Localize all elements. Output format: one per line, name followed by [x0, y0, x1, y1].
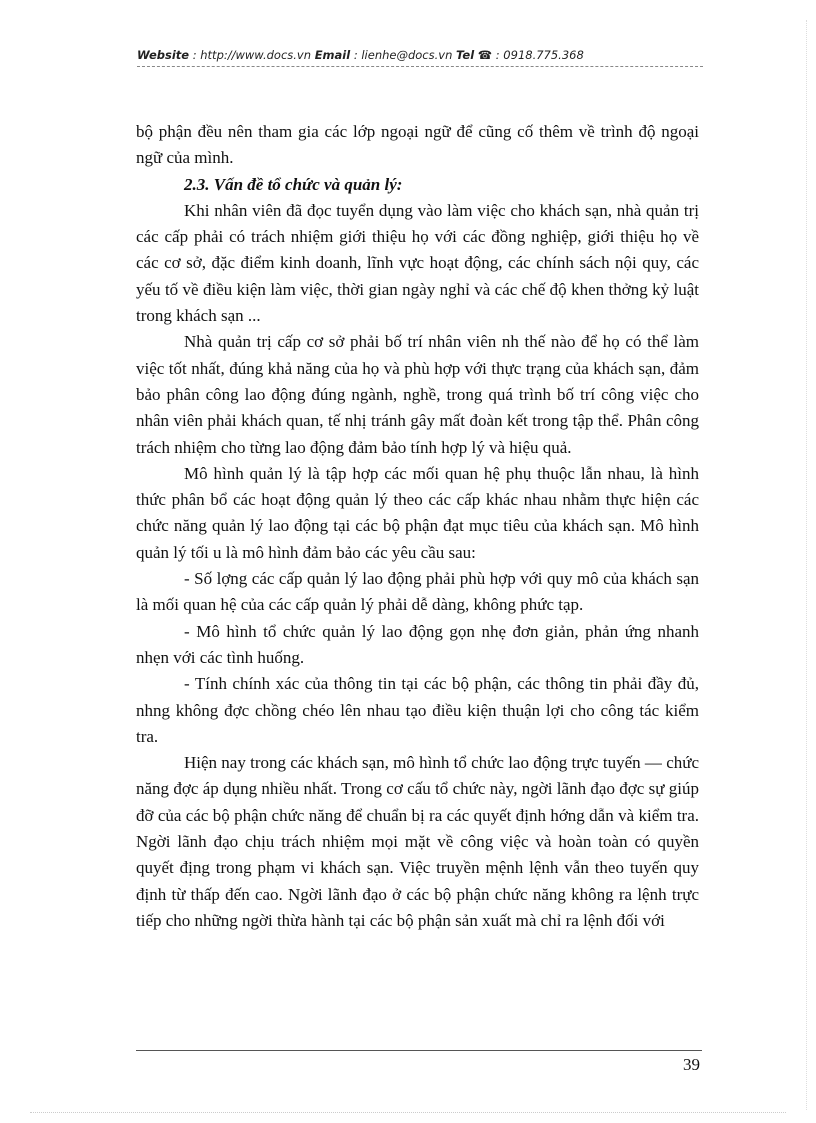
page-header [137, 48, 707, 62]
footer-divider [136, 1050, 702, 1051]
paragraph-5: Hiện nay trong các khách sạn, mô hình tổ chức lao động trực tuyến — chức năng đợc áp dụng nhiều nhất. Trong cơ cấu tổ chức này, ngời lãnh đạo đợc sự giúp đỡ của các bộ phận chức năng để chuẩn bị ra các quyết định hớng dẫn và kiểm tra. Ngời lãnh đạo chịu trách nhiệm mọi mặt về công việc và hoàn toàn có quyền quyết địng trong phạm vi khách sạn. Việc truyền mệnh lệnh vẫn theo tuyến quy định từ thấp đến cao. Ngời lãnh đạo ở các bộ phận chức năng không ra lệnh trực tiếp cho những ngời thừa hành tại các bộ phận sản xuất mà chỉ ra lệnh đối với [136, 753, 699, 930]
page-body [136, 119, 699, 934]
header-divider [137, 66, 703, 67]
phone-number: : 0918.775.368 [492, 48, 584, 62]
phone-icon: ☎ [477, 48, 493, 62]
tel-label: Tel [456, 48, 475, 62]
email-label: Email [314, 48, 351, 62]
bullet-2: - Mô hình tổ chức quản lý lao động gọn nhẹ đơn giản, phản ứng nhanh nhẹn với các tình huống. [136, 621, 699, 667]
bullet-3: - Tính chính xác của thông tin tại các bộ phận, các thông tin phải đầy đủ, nhng không đợc chồng chéo lên nhau tạo điều kiện thuận lợi cho công tác kiểm tra. [136, 674, 699, 746]
paragraph-4: Mô hình quản lý là tập hợp các mối quan hệ phụ thuộc lẫn nhau, là hình thức phân bổ các hoạt động quản lý theo các cấp khác nhau nhằm thực hiện các chức năng quản lý lao động tại các bộ phận đạt mục tiêu của khách sạn. Mô hình quản lý tối u là mô hình đảm bảo các yêu cầu sau: [136, 463, 699, 562]
page-edge-right [806, 20, 807, 1110]
section-heading: 2.3. Vấn đề tổ chức và quản lý: [184, 174, 403, 194]
bullet-1: - Số lợng các cấp quản lý lao động phải phù hợp với quy mô của khách sạn là mối quan hệ của các cấp quản lý phải dễ dàng, không phức tạp. [136, 569, 699, 615]
page-edge-bottom [30, 1112, 786, 1113]
paragraph-3: Nhà quản trị cấp cơ sở phải bố trí nhân viên nh thế nào để họ có thể làm việc tốt nhất, đúng khả năng của họ và phù hợp với thực trạng của khách sạn, đảm bảo phân công lao động đúng ngành, nghề, trong quá trình bố trí công việc cho nhân viên phải khách quan, tế nhị tránh gây mất đoàn kết trong tập thể. Phân công trách nhiệm cho từng lao động đảm bảo tính hợp lý và hiệu quả. [136, 332, 699, 457]
email-address: : lienhe@docs.vn [350, 48, 457, 62]
paragraph-2: Khi nhân viên đã đọc tuyển dụng vào làm việc cho khách sạn, nhà quản trị các cấp phải có trách nhiệm giới thiệu họ với các đồng nghiệp, giới thiệu họ về các cơ sở, đặc điểm kinh doanh, lĩnh vực hoạt động, các chính sách nội quy, các yếu tố về điều kiện làm việc, thời gian ngày nghỉ và các chế độ khen thởng kỷ luật trong khách sạn ... [136, 200, 699, 326]
website-url: : http://www.docs.vn [189, 48, 315, 62]
page-number: 39 [683, 1055, 700, 1074]
paragraph-1: bộ phận đều nên tham gia các lớp ngoại ngữ để cũng cố thêm về trình độ ngoại ngữ của mình. [136, 122, 699, 168]
website-label: Website [137, 48, 190, 62]
